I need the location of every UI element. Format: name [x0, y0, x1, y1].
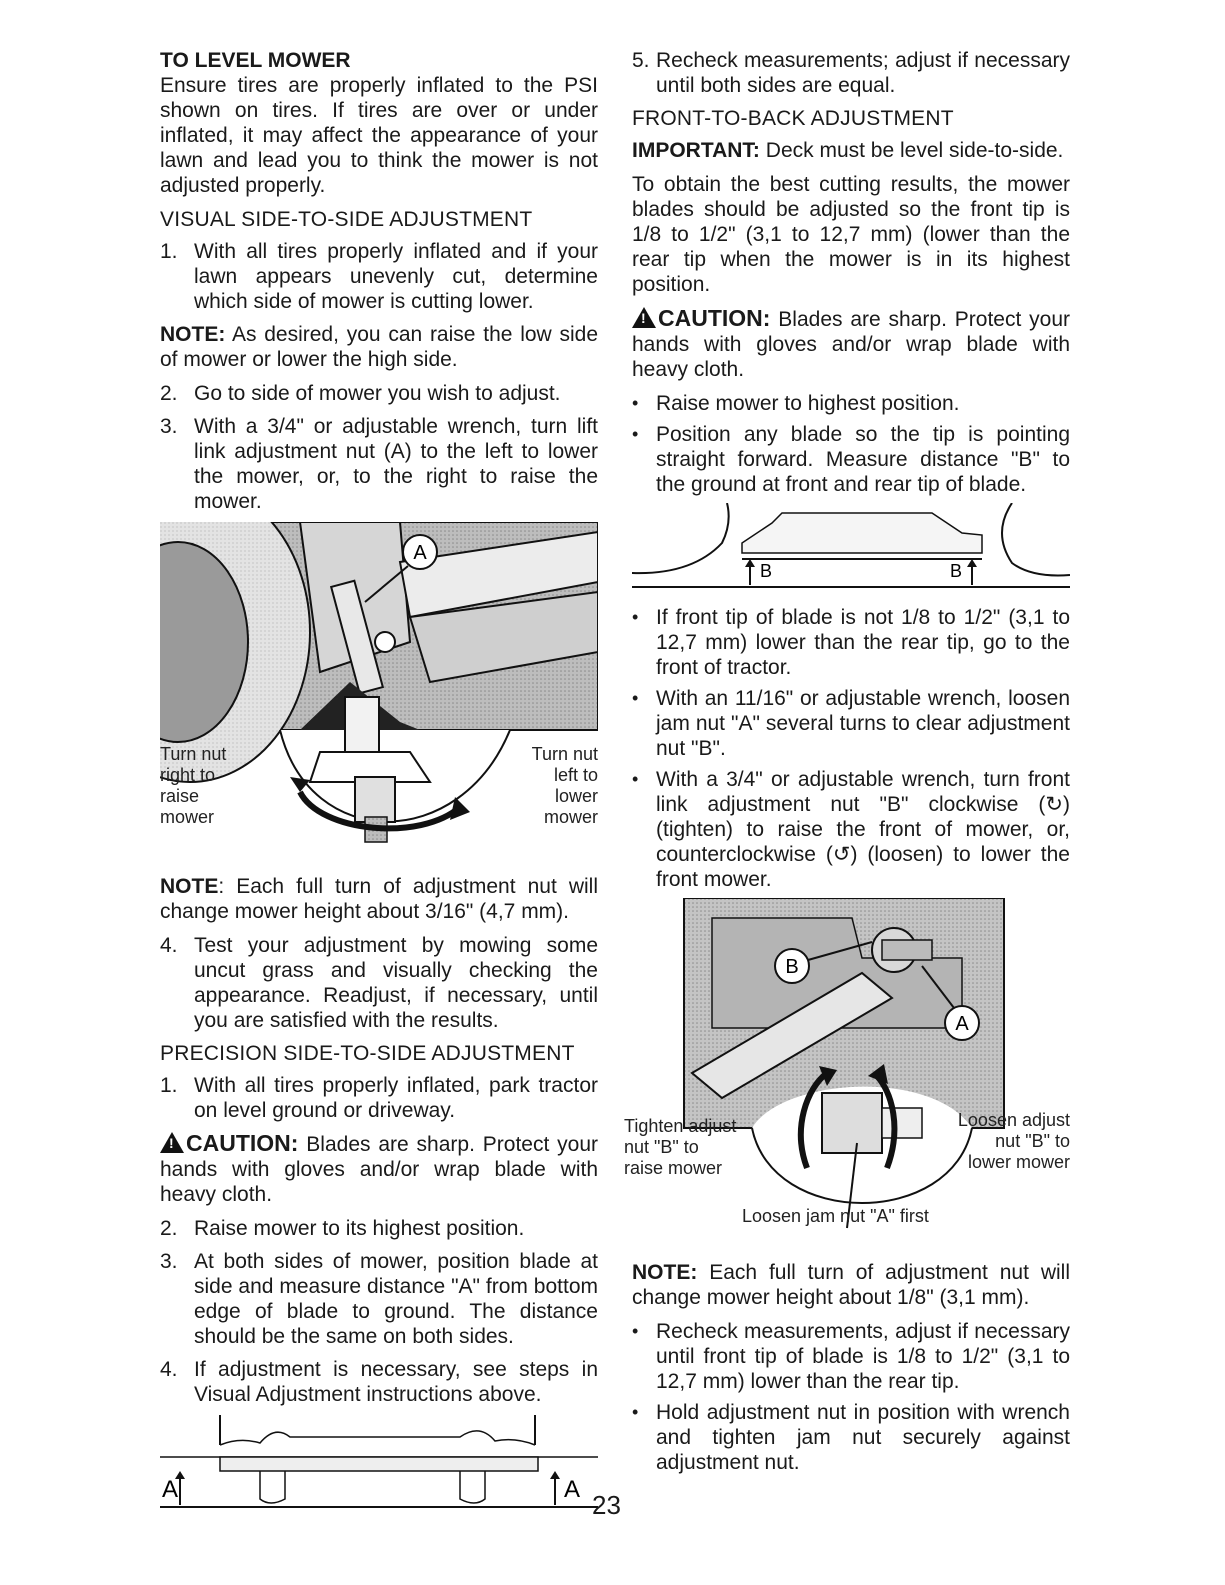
- front-link-figure: [624, 898, 1070, 1248]
- front-back-measurement-illustration: [632, 503, 1070, 593]
- section-heading-level-mower: TO LEVEL MOWER: [160, 49, 351, 72]
- front-back-intro: To obtain the best cutting results, the mower blades should be adjusted so the front tip is 1/8 to 1/2" (3,1 to 12,7 mm) (lower than the rear tip when the mower is in its highest position.: [632, 173, 1070, 296]
- note-right: NOTE: Each full turn of adjustment nut will change mower height about 1/8" (3,1 mm).: [632, 1261, 1070, 1309]
- visual-step-4: 4. Test your adjustment by mowing some uncut grass and visually checking the appearance. Readjust, if necessary, until you are satisfied with the results.: [160, 934, 598, 1032]
- precision-step-4: 4. If adjustment is necessary, see steps in Visual Adjustment instructions above.: [160, 1358, 598, 1406]
- front-link-illustration: [632, 898, 1070, 1248]
- label-turn-right-raise: Turn nut right to raise mower: [160, 744, 227, 827]
- lift-link-figure: [160, 522, 598, 862]
- callout-b: B: [785, 956, 799, 978]
- caution-left: !CAUTION: Blades are sharp. Protect your hands with gloves and/or wrap blade with heavy cloth.: [160, 1131, 598, 1207]
- side-measurement-illustration: [160, 1415, 598, 1515]
- note-2: NOTE: Each full turn of adjustment nut will change mower height about 3/16" (4,7 mm).: [160, 875, 598, 923]
- intro-paragraph: Ensure tires are properly inflated to the PSI shown on tires. If tires are over or under inflated, it may affect the appearance of your lawn and lead you to think the mower is not adjusted properly.: [160, 74, 598, 197]
- page-number: 23: [592, 1490, 621, 1520]
- label-b-right: B: [950, 561, 963, 581]
- label-loosen-jam-first: Loosen jam nut "A" first: [742, 1206, 929, 1226]
- precision-adjustment-heading: PRECISION SIDE-TO-SIDE ADJUSTMENT: [160, 1042, 575, 1065]
- visual-step-3: 3. With a 3/4" or adjustable wrench, turn lift link adjustment nut (A) to the left to lower the mower, or, to the right to raise the mower.: [160, 415, 598, 513]
- bullet-raise-mower: • Raise mower to highest position.: [632, 392, 960, 415]
- label-a-right: A: [564, 1476, 581, 1503]
- left-column: [160, 48, 598, 1527]
- side-measurement-figure: [160, 1415, 598, 1515]
- right-column: [624, 48, 1070, 1481]
- visual-step-1: 1. With all tires properly inflated and if your lawn appears unevenly cut, determine which side of mower is cutting lower.: [160, 240, 598, 313]
- precision-step-1: 1. With all tires properly inflated, park tractor on level ground or driveway.: [160, 1074, 598, 1122]
- bullet-loosen-jam-nut: • With an 11/16" or adjustable wrench, loosen jam nut "A" several turns to clear adjustment nut "B".: [632, 687, 1070, 760]
- callout-a: A: [413, 542, 427, 564]
- callout-a-front: A: [955, 1013, 969, 1035]
- visual-step-2: 2. Go to side of mower you wish to adjust.: [160, 382, 561, 405]
- label-a-left: A: [162, 1476, 179, 1503]
- bullet-hold-nut: • Hold adjustment nut in position with wrench and tighten jam nut securely against adjustment nut.: [632, 1401, 1070, 1474]
- front-to-back-heading: FRONT-TO-BACK ADJUSTMENT: [632, 107, 954, 130]
- caution-right: !CAUTION: Blades are sharp. Protect your hands with gloves and/or wrap blade with heavy cloth.: [632, 306, 1070, 382]
- precision-step-5: 5. Recheck measurements; adjust if necessary until both sides are equal.: [632, 49, 1070, 97]
- important-note: IMPORTANT: Deck must be level side-to-side.: [632, 139, 1064, 162]
- label-turn-left-lower: Turn nut left to lower mower: [531, 744, 598, 827]
- visual-adjustment-heading: VISUAL SIDE-TO-SIDE ADJUSTMENT: [160, 208, 533, 231]
- label-loosen-lower: Loosen adjust nut "B" to lower mower: [957, 1110, 1070, 1172]
- precision-step-2: 2. Raise mower to its highest position.: [160, 1217, 525, 1240]
- precision-step-3: 3. At both sides of mower, position blade at side and measure distance "A" from bottom edge of blade to ground. The distance should be the same on both sides.: [160, 1250, 598, 1348]
- bullet-position-blade: • Position any blade so the tip is pointing straight forward. Measure distance "B" to the ground at front and rear tip of blade.: [632, 423, 1070, 496]
- bullet-turn-front-link: • With a 3/4" or adjustable wrench, turn front link adjustment nut "B" clockwise (↻) (tighten) to raise the front of mower, or, counterclockwise (↺) (loosen) to lower the front mower.: [632, 768, 1070, 891]
- warning-triangle-icon: [632, 307, 656, 328]
- label-b-left: B: [760, 561, 773, 581]
- front-back-measurement-figure: [632, 503, 1070, 593]
- note-1: NOTE: As desired, you can raise the low side of mower or lower the high side.: [160, 323, 598, 371]
- bullet-front-tip: • If front tip of blade is not 1/8 to 1/2" (3,1 to 12,7 mm) lower than the rear tip, go to the front of tractor.: [632, 606, 1070, 679]
- warning-triangle-icon: [160, 1132, 184, 1153]
- bullet-recheck: • Recheck measurements, adjust if necessary until front tip of blade is 1/8 to 1/2" (3,1 to 12,7 mm) lower than the rear tip.: [632, 1320, 1070, 1393]
- label-tighten-raise: Tighten adjust nut "B" to raise mower: [624, 1116, 737, 1178]
